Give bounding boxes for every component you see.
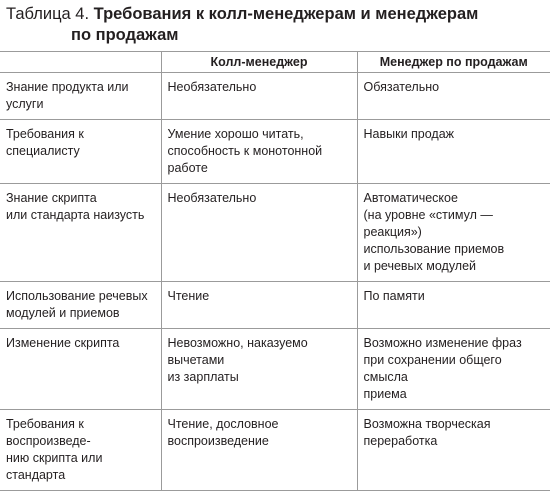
sales-manager-cell: Обязательно <box>357 73 550 120</box>
row-label: Знание продукта или услуги <box>0 73 161 120</box>
table-row <box>0 282 550 329</box>
table-title-line-1: Требования к колл-менеджерам и менеджерам <box>93 5 479 23</box>
call-manager-cell: Умение хорошо читать, способность к монотонной работе <box>161 120 357 184</box>
table-row <box>0 120 550 184</box>
table-row <box>0 410 550 491</box>
sales-manager-cell: По памяти <box>357 282 550 329</box>
call-manager-cell: Необязательно <box>161 184 357 282</box>
sales-manager-cell: Возможно изменение фраз при сохранении общего смысла приема <box>357 329 550 410</box>
row-label: Изменение скрипта <box>0 329 161 410</box>
row-label: Использование речевых модулей и приемов <box>0 282 161 329</box>
table-caption <box>6 4 478 46</box>
table-number: Таблица 4. <box>6 5 90 23</box>
call-manager-cell: Невозможно, наказуемо вычетами из зарплаты <box>161 329 357 410</box>
requirements-table <box>0 51 550 491</box>
header-cell-call-manager: Колл-менеджер <box>161 52 357 73</box>
header-cell-sales-manager: Менеджер по продажам <box>357 52 550 73</box>
table-row <box>0 329 550 410</box>
row-label: Требования к воспроизведе- нию скрипта или стандарта <box>0 410 161 491</box>
header-cell-empty <box>0 52 161 73</box>
call-manager-cell: Чтение <box>161 282 357 329</box>
call-manager-cell: Необязательно <box>161 73 357 120</box>
row-label: Требования к специалисту <box>0 120 161 184</box>
sales-manager-cell: Навыки продаж <box>357 120 550 184</box>
call-manager-cell: Чтение, дословное воспроизведение <box>161 410 357 491</box>
table-header-row <box>0 52 550 73</box>
sales-manager-cell: Автоматическое (на уровне «стимул — реакция») использование приемов и речевых модулей <box>357 184 550 282</box>
table-row <box>0 73 550 120</box>
table-title-line-2: по продажам <box>71 26 179 44</box>
sales-manager-cell: Возможна творческая переработка <box>357 410 550 491</box>
table-row <box>0 184 550 282</box>
row-label: Знание скрипта или стандарта наизусть <box>0 184 161 282</box>
